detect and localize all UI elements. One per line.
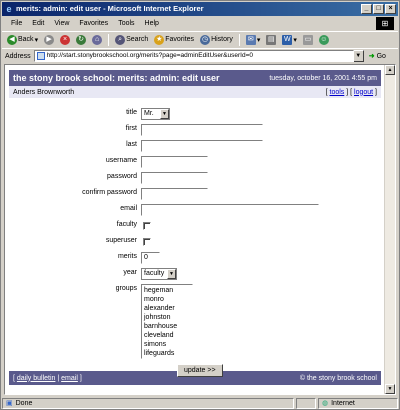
back-label: Back [18,36,34,43]
email-field[interactable] [141,204,319,216]
address-input[interactable] [34,50,354,62]
first-label: first [125,125,137,132]
first-name-field[interactable] [141,124,263,136]
ie-icon: e [6,4,12,14]
edit-dropdown-icon: ▾ [293,36,297,44]
page-header [9,70,381,86]
internet-globe-icon: ◍ [322,400,329,407]
toolbar [2,31,398,47]
confirm-password-label: confirm password [82,189,137,196]
daily-bulletin-link[interactable]: daily bulletin [16,374,56,382]
done-page-icon: ▣ [6,400,13,407]
discuss-button[interactable] [301,33,315,47]
history-icon: ◷ [202,35,209,43]
status-text-panel [2,398,294,409]
tools-link[interactable]: tools [329,88,345,96]
chevron-down-icon: ▼ [167,269,176,279]
window-title: merits: admin: edit user - Microsoft Internet Explorer [16,4,204,13]
menu-tools[interactable]: Tools [118,20,135,27]
favorites-label: Favorites [165,36,195,43]
messenger-button[interactable] [317,33,331,47]
email-label: email [120,205,137,212]
page-viewport [4,64,396,395]
back-button[interactable] [5,33,40,47]
back-arrow-icon: ◀ [7,35,17,45]
page-title: the stony brook school: merits: admin: edit user [13,73,220,83]
title-label: title [126,109,137,116]
update-button[interactable]: update >> [177,364,223,377]
copyright: © the stony brook school [299,374,377,382]
current-user: Anders Brownworth [13,88,75,96]
mail-dropdown-icon: ▾ [256,36,261,44]
merits-field[interactable]: 0 [141,252,160,264]
merits-label: merits [117,253,137,260]
page-datetime: tuesday, october 16, 2001 4:55 pm [269,74,377,82]
go-label: Go [376,52,386,60]
search-button[interactable] [113,33,150,47]
faculty-label: faculty [116,221,137,228]
year-value: faculty [144,270,165,277]
scroll-up-icon[interactable]: ▲ [385,65,395,75]
back-dropdown-icon: ▾ [34,36,39,44]
home-icon: ⌂ [92,35,102,45]
zone-label: Internet [331,399,355,407]
messenger-icon: ☺ [320,35,328,43]
search-icon: ⌕ [115,35,125,45]
menu-edit[interactable]: Edit [32,20,45,27]
discuss-icon: ▭ [304,35,312,43]
forward-button[interactable] [42,33,56,47]
groups-label: groups [115,285,137,292]
list-item[interactable]: cleveland [144,332,174,339]
password-field[interactable] [141,172,208,184]
go-arrow-icon: ➜ [368,53,375,60]
menu-help[interactable]: Help [144,20,159,27]
menu-view[interactable]: View [54,20,70,27]
superuser-checkbox[interactable] [143,238,151,246]
status-text: Done [15,399,33,407]
year-label: year [123,269,137,276]
home-button[interactable] [90,33,104,47]
last-name-field[interactable] [141,140,263,152]
year-select[interactable] [141,268,177,280]
email-link[interactable]: email [61,374,78,382]
print-icon: ▤ [268,35,275,43]
mail-button[interactable] [244,33,263,47]
refresh-icon: ↻ [76,35,86,45]
chevron-down-icon: ▼ [160,109,169,119]
menu-bar [2,17,398,30]
faculty-checkbox[interactable] [143,222,151,230]
close-button[interactable]: × [385,4,396,14]
security-zone [318,398,398,409]
print-button[interactable] [264,33,278,47]
list-item[interactable]: lifeguards [144,350,175,357]
maximize-button[interactable]: □ [373,4,384,14]
address-dropdown-button[interactable]: ▼ [353,50,364,62]
vertical-scrollbar[interactable] [384,65,395,394]
user-links: [ tools ] [ logout ] [325,88,377,96]
status-bar [2,397,398,409]
edit-user-form [9,98,381,374]
list-item[interactable]: barnhouse [144,323,178,330]
password-label: password [107,173,137,180]
footer-links: [ daily bulletin | email ] [13,374,82,382]
list-item[interactable]: simons [144,341,167,348]
username-field[interactable] [141,156,208,168]
last-label: last [126,141,137,148]
logout-link[interactable]: logout [354,88,374,96]
list-item[interactable]: johnston [144,314,171,321]
forward-arrow-icon: ▶ [44,35,54,45]
scroll-down-icon[interactable]: ▼ [385,384,395,394]
menu-file[interactable]: File [11,20,23,27]
history-button[interactable] [198,33,235,47]
windows-logo-icon: ⊞ [376,17,394,30]
user-bar [9,86,381,98]
stop-icon: × [60,35,70,45]
web-page [9,70,381,385]
menu-favorites[interactable]: Favorites [79,20,109,27]
stop-button[interactable] [58,33,72,47]
favorites-button[interactable] [152,33,196,47]
favorites-star-icon: ★ [156,35,163,43]
list-item[interactable]: monro [144,296,164,303]
title-bar [2,2,398,16]
go-button[interactable] [369,52,386,60]
list-item[interactable]: alexander [144,305,175,312]
status-progress-panel [296,398,316,409]
confirm-password-field[interactable] [141,188,208,200]
history-label: History [211,36,233,43]
address-bar [2,48,398,63]
address-label: Address [5,52,31,60]
list-item[interactable]: hegeman [144,287,174,294]
toolbar-divider [239,34,240,46]
toolbar-divider [108,34,109,46]
title-select[interactable] [141,108,170,120]
refresh-button[interactable] [74,33,88,47]
edit-button[interactable] [280,33,299,47]
superuser-label: superuser [105,237,137,244]
address-url: http://start.stonybrookschool.org/merits?page=adminEditUser&userId=0 [46,52,253,59]
search-label: Search [126,36,149,43]
edit-icon: W [284,35,291,43]
minimize-button[interactable]: _ [361,4,372,14]
mail-icon: ✉ [246,35,256,45]
username-label: username [105,157,137,164]
groups-listbox[interactable] [141,284,193,359]
title-value: Mr. [144,110,154,117]
page-icon [37,52,45,60]
